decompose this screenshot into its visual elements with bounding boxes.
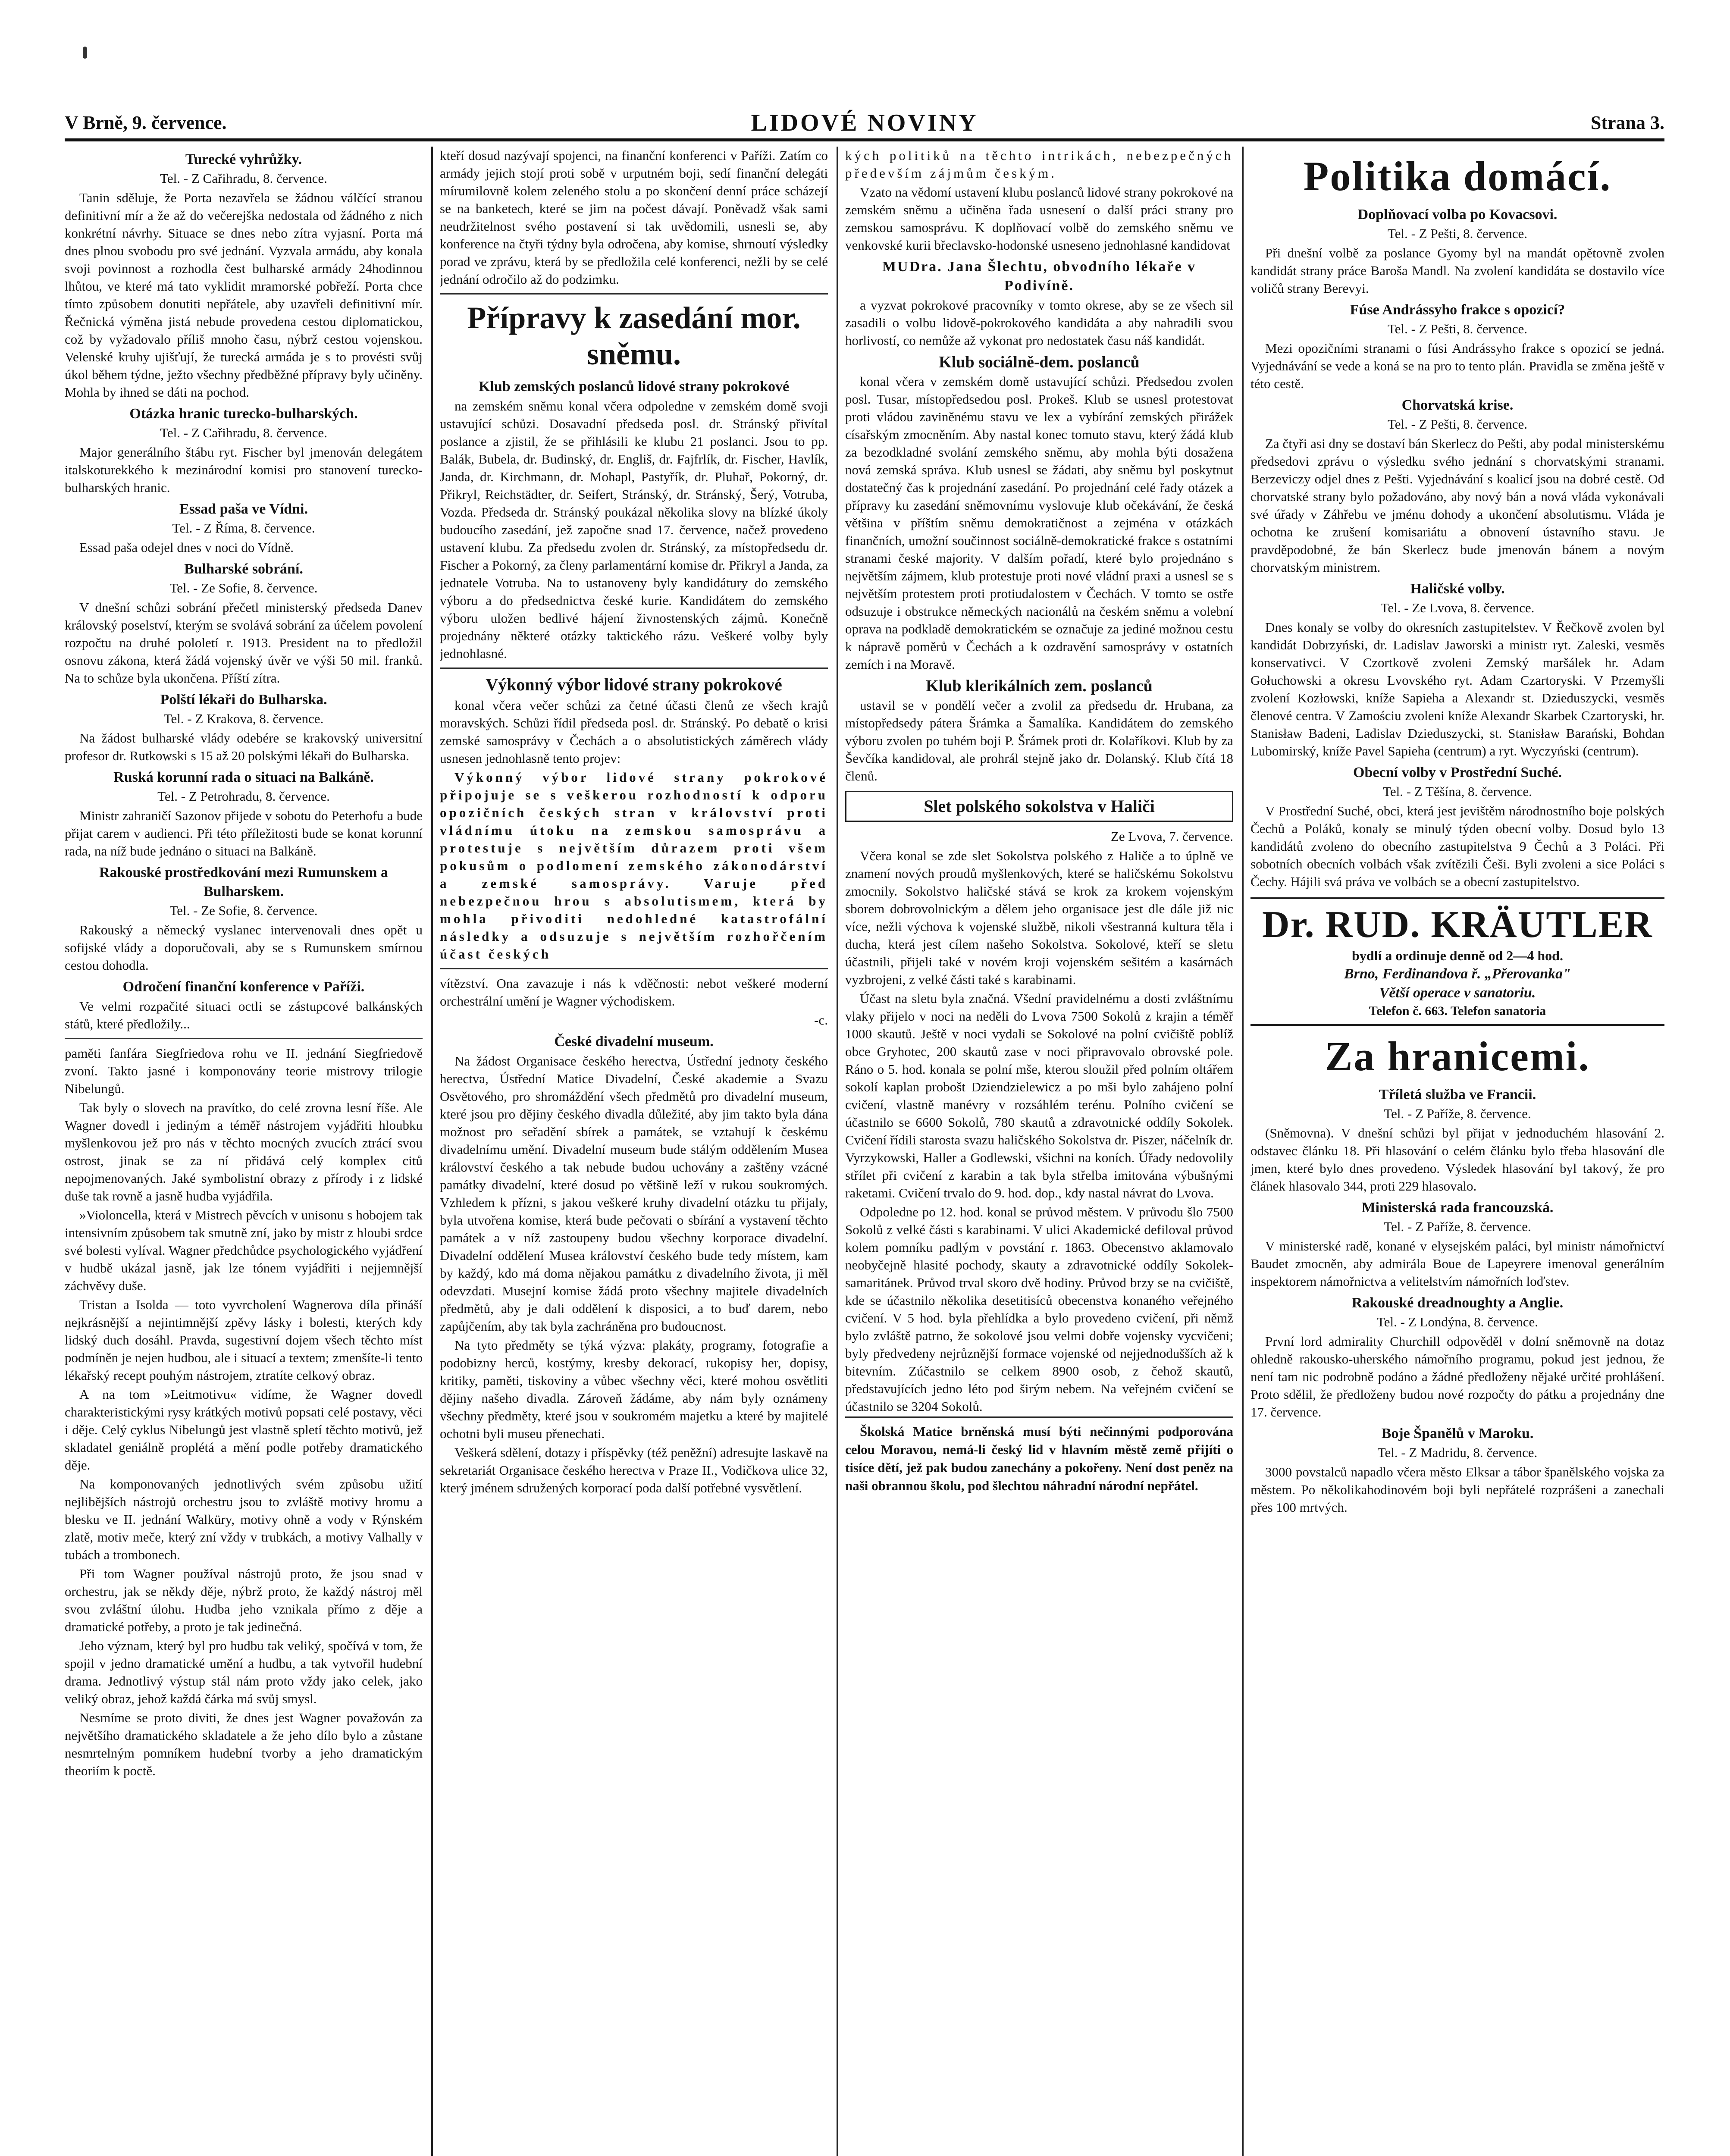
article-text: (Sněmovna). V dnešní schůzi byl přijat v jednoduchém hlasování 2. odstavec článku 18. Při hlasování o celém článku bylo třeba hlasování dle jmen, které bylo dnes provedeno. Výsledek hlasování byl takový, že pro článek hlasovalo 344, proti 229 hlasovalo. xyxy=(1250,1125,1664,1194)
page-number: Strana 3. xyxy=(1590,112,1664,133)
ad-address: Brno, Ferdinandova ř. „Přerovanka" xyxy=(1344,966,1571,982)
signature: -c. xyxy=(814,1012,828,1028)
headline: Polští lékaři do Bulharska. xyxy=(160,692,327,708)
article-text: V dnešní schůzi sobrání přečetl ministerský předseda Danev královský poselství, kterým se svolává sobrání za účelem povolení rozpočtu na druhé pololetí r. 1913. President na to předložil osnovu zákona, která žádá vojenský úvěr ve výši 50 mil. franků. Na to schůze byla ukončena. Příští zítra. xyxy=(65,600,423,686)
article-text: konal včera v zemském domě ustavující schůzi. Předsedou zvolen posl. Tusar, místopředsedou posl. Prokeš. Klub se usnesl protestovat proti vládou zaviněnému stavu ve lex a vybírání zemských přirážek císařským zmocněním. Aby nastal konec tomuto stavu, který žádá klub za bezodkladné svolání zemského sněmu, aby mohla býti dosažena nová zemská správa. Klub usnesl se žádati, aby sněmu byl poskytnut dostatečný čas k projednání zasedání. Po projednání celé řady otázek a přípravy ku zasedání sněmovnímu vyslovuje klub očekávání, že česká většina v příštím sněmu demokratičnost a zejména v otázkách finančních, umožní součinnost sociálně-demokratické frakce s ostatními stranami české majority. V dalším pořadí, které bylo projednáno s největším zájmem, klub protestuje proti nové vládní praxi a usnesl se s největším protestem proti protiudalostem v Čechách. V tomto se ostře odsuzuje i obstrukce německých nacionálů na českém sněmu a volební oprava na podkladě demokratickém se označuje za jediné možnou cestu k nápravě poměrů v Čechách a k ozdravění samosprávy v ostatních zemích i na Moravě. xyxy=(845,374,1233,672)
headline: České divadelní museum. xyxy=(554,1034,714,1050)
headline: Ruská korunní rada o situaci na Balkáně. xyxy=(113,769,374,785)
dateline: Tel. - Z Madridu, 8. července. xyxy=(1377,1445,1538,1460)
article-text: ustavil se v pondělí večer a zvolil za předsedu dr. Hrubana, za místopředsedy pátera Šrámka a Šamalíka. Kandidátem do zemského výboru zvolen po tuhém boji P. Šrámek proti dr. Kolaříkovi. Klub by za Ševčíka kandidoval, ale prohrál stejně jako dr. Dolanský. Klub čítá 18 členů. xyxy=(845,698,1233,783)
resolution-text: Výkonný výbor lidové strany pokrokové připojuje se s veškerou rozhodností k odporu opozičních českých stran v království proti vládnímu útoku na zemskou samosprávu a protestuje s největším důrazem proti všem pokusům o podlomení zemského zákonodárství a zemské samosprávy. Varuje před nebezpečnou hrou s absolutismem, která by mohla přivoditi nedohledné katastrofální následky a odsuzuje s největším rozhořčením účast českých xyxy=(440,770,828,962)
dateline: Tel. - Z Říma, 8. července. xyxy=(172,520,315,536)
dateline: Tel. - Z Petrohradu, 8. července. xyxy=(157,789,330,804)
column-divider xyxy=(837,147,838,2156)
article-text: Mezi opozičními stranami o fúsi Andrássyho frakce s opozicí se jedná. Vyjednávání se vede a koná se na pro to tento plán. Pravidla se změna ještě v této cestě. xyxy=(1250,341,1664,391)
article-text: kých politiků na těchto intrikách, nebezpečných především zájmům českým. xyxy=(845,148,1233,181)
article-text: konal včera večer schůzi za četné účasti členů ze všech krajů moravských. Schůzi řídil předseda posl. dr. Stránský. Po debatě o krisi zemské samosprávy v Čechách a o absolutistických záměrech vlády usnesen jednohlasně tento projev: xyxy=(440,698,828,766)
newspaper-title: LIDOVÉ NOVINY xyxy=(751,110,978,136)
headline: Boje Španělů v Maroku. xyxy=(1381,1426,1534,1442)
article-text: První lord admirality Churchill odpověděl v dolní sněmovně na dotaz ohledně rakousko-uherského námořního programu, pokud jest jednou, že není tam nic podrobně podáno a žádné předloženy nějaké určité prohlášení. Proto sdělil, že předloženy budou nové rozpočty do pátku a projednány dne 17. července. xyxy=(1250,1334,1664,1420)
article-text: kteří dosud nazývají spojenci, na finanční konferenci v Paříži. Zatím co armády jejich stojí proti sobě v urputném boji, sedí finanční delegáti mírumilovně kolem zeleného stolu a po skončení denní práce scházejí se na banketech, které se jim na počest dávají. Poněvadž však sami neudržitelnost svého postavení si tak uvědomili, usnesli se, aby konference na čtyři týdny byla odročena, aby komise, shrnoutí výsledky porad ve zprávu, která by se předložila celé konferenci, nežli by se celé jednání odročilo až do podzimku. xyxy=(440,148,828,287)
dateline: Tel. - Z Paříže, 8. července. xyxy=(1384,1219,1531,1234)
headline: Klub sociálně-dem. poslanců xyxy=(939,353,1140,371)
article-text: Za čtyři asi dny se dostaví bán Skerlecz do Pešti, aby podal ministerskému předsedovi zprávu o výsledku svého jednání s chorvatskými stranami. Berzeviczy odjel dnes z Pešti. Vyjednávání s koalicí jsou na dobré cestě. Od chorvatské strany bylo požadováno, aby nový bán a nová vláda vykonávali své úřady v Záhřebu ve jménu dohody a ukončení absolutismu. Vláda je ochotna ke zrušení komisariátu a obnovení ústavního stavu. Je pravděpodobné, že bán Skerlecz bude jmenován bánem a novým chorvatským ministrem. xyxy=(1250,436,1664,575)
headline: Rakouské dreadnoughty a Anglie. xyxy=(1351,1295,1564,1311)
dateline: Ze Lvova, 7. července. xyxy=(1110,829,1233,844)
feuilleton-text: Při tom Wagner používal nástrojů proto, že jsou snad v orchestru, jak se někdy děje, nýbrž proto, že každý nástroj měl svou zvláštní úlohu. Hudba jeho vznikala přímo z děje a dramatické potřeby, a proto je tak jedinečná. xyxy=(65,1566,423,1634)
article-text: Ministr zahraničí Sazonov přijede v sobotu do Peterhofu a bude přijat carem v audienci. Při této příležitosti bude se konat korunní rada, na níž bude jednáno o situaci na Balkáně. xyxy=(65,808,423,859)
issue-date: V Brně, 9. července. xyxy=(65,112,227,133)
school-notice: Školská Matice brněnská musí býti nečinnými podporována celou Moravou, nemá-li český lid v hlavním městě země přijíti o tisíce dětí, jež pak budou zanechány a pokořeny. Není dost peněz na naši obrannou školu, pod šlechtou náhradní národní nepřátel. xyxy=(845,1416,1233,1495)
article-text: Dnes konaly se volby do okresních zastupitelstev. V Řečkově zvolen byl kandidát Dobrzyński, dr. Ladislav Jaworski a ministr ryt. Zaleski, vesměs konservativci. V Czortkově zvoleni Zemský maršálek hr. Adam Gołuchowski a okresu Lvovského ryt. Adam Czartoryski. V Przemyšli zvolení Kozłowski, kníže Sapieha a Alexandr st. Dzieduszycki, vesměs členové centra. V Zamościu zvoleni kníže Alexandr Skarbek Czartoryski, hr. Stanisław Badeni, Ladislav Dzieduszycki, st. Stanisław Barański, Bohdan Lubomirský, kníže Pavel Sapieha (centrum) a ryt. Wyczyński (centrum). xyxy=(1250,620,1664,758)
column-1 xyxy=(65,147,423,2156)
headline: Doplňovací volba po Kovacsovi. xyxy=(1357,207,1558,222)
headline: Turecké vyhrůžky. xyxy=(185,151,302,167)
article-text: Ve velmi rozpačité situaci octli se zástupcové balkánských států, které předložily... xyxy=(65,999,423,1031)
headline: Fúse Andrássyho frakce s opozicí? xyxy=(1350,302,1565,318)
article-text: Veškerá sdělení, dotazy i příspěvky (též peněžní) adresujte laskavě na sekretariát Organisace českého herectva v Praze II., Vodičkova ulice 32, který jménem sdružených korporací poda další potřebné vysvětlení. xyxy=(440,1445,828,1495)
article-text: Tanin sděluje, že Porta nezavřela se žádnou válčící stranou definitivní mír a že až do večerejška nedostala od žádného z nich konkrétní návrhy. Situace se dnes nebo zítra vyjasní. Porta má dnes plnou svobodu pro své jednání. Vyzvala armádu, aby konala svoji povinnost a rozhodla čest bulharské armády 24hodinnou lhůtou, ve které má tato vyklidit mramorské pobřeží. Porta chce tímto způsobem donutiti nepřátele, aby uzavřeli definitivní mír. Řečnická výměna jistá nebude provedena cestou diplomatickou, což by vyžadovalo příliš mnoho času, nýbrž cestou vojenskou. Velenské kruhy ujišťují, že turecká armáda je s to provésti svůj úkol během týdne, ježto všechny předběžné přípravy byly učiněny. Mohla by ihned se dáti na pochod. xyxy=(65,190,423,400)
headline: Klub klerikálních zem. poslanců xyxy=(926,677,1153,695)
feuilleton-text: vítězství. Ona zavazuje i nás k vděčnosti: nebot veškeré moderní orchestrální umění je Wagner východiskem. xyxy=(440,976,828,1009)
boxed-headline: Slet polského sokolstva v Haliči xyxy=(845,791,1233,822)
feuilleton-text: Tak byly o slovech na pravítko, do celé zrovna lesní říše. Ale Wagner dovedl i jediným a téměř nástrojem vyjádřiti hloubku myšlenkovou jež pro nás v těchto mocných zvucích ztrácí svou ostrost, jinak se za ní přidává celý komplex citů nepojmenovaných. Jaké symbolistní obrazy z přírody i z lidské duše tak rovně a jasně hudba vyjádřila. xyxy=(65,1100,423,1203)
ad-telephone: Telefon č. 663. Telefon sanatoria xyxy=(1369,1004,1546,1018)
headline: Haličské volby. xyxy=(1410,581,1505,597)
headline: Odročení finanční konference v Paříži. xyxy=(122,979,365,995)
article-text: Major generálního štábu ryt. Fischer byl jmenován delegátem italskoturekkého k mezinárodní komisi pro stanovení turecko-bulharských hranic. xyxy=(65,445,423,495)
feuilleton-text: paměti fanfára Siegfriedova rohu ve II. jednání Siegfriedově zvoní. Takto jasné i komponovány teorie mistrovy trilogie Nibelungů. xyxy=(65,1046,423,1096)
feuilleton-text: »Violoncella, která v Mistrech pěvcích v unisonu s hobojem tak intensivním způsobem tak smutně zní, jako by mistr z hloubi srdce své bolesti vylíval. Wagner předchůdce psychologického vyjádření v hudbě ukázal jasně, jak lze tónem vyjádřiti i nejjemnější záchvěvy duše. xyxy=(65,1207,423,1293)
dateline: Tel. - Ze Sofie, 8. července. xyxy=(169,580,318,595)
feuilleton-rule xyxy=(440,968,828,969)
column-2 xyxy=(440,147,828,2156)
advertisement xyxy=(1250,897,1664,1026)
article-text: Včera konal se zde slet Sokolstva polského z Haliče a to úplně ve znamení nových proudů myšlenkových, které se haličskému Sokolstvu zmocnily. Sokolstvo haličské stává se krok za krokem vojenským sborem dobrovolnickým a dělem jeho organisace jest dle dále již nic více, nežli výchova k vojenské službě, nikoli všestranná kultura těla i ducha, která jest cílem našeho Sokolstva. Sokolové, kteří se sletu účastnili, přijeli také v novém kroji vojenském sešitém a kasárnách vyzbrojeni, z velké části také s karabinami. xyxy=(845,848,1233,987)
headline: Obecní volby v Prostřední Suché. xyxy=(1353,765,1562,780)
dateline: Tel. - Z Těšína, 8. července. xyxy=(1383,784,1532,799)
headline: Otázka hranic turecko-bulharských. xyxy=(129,406,358,422)
column-4 xyxy=(1250,147,1664,2156)
column-3 xyxy=(845,147,1233,2156)
dateline: Tel. - Z Londýna, 8. července. xyxy=(1377,1314,1538,1329)
candidate-name: MUDra. Jana Šlechtu, obvodního lékaře v Podivíně. xyxy=(882,259,1197,294)
article-text: na zemském sněmu konal včera odpoledne v zemském domě svoji ustavující schůzi. Dosavadní předseda posl. dr. Stránský přivítal poslance a zjistil, že se přihlásili ke klubu 21 poslanci. Jsou to pp. Balák, Bubela, dr. Budinský, dr. Engliš, dr. Fajfrlík, dr. Fischer, Havlík, Janda, dr. Kirchmann, dr. Mohapl, Pastyřík, dr. Pluhař, Pokorný, dr. Přikryl, Reichstädter, dr. Seifert, Stránský, dr. Stránský, Šerý, Votruba, Vozda. Předseda dr. Stránský poukázal několika slovy na blízké úkoly budoucího zasedání, jež započne snad 17. července, načež provedeno ustavení klubu. Za předsedu zvolen dr. Stránský, za místopředsedu dr. Fischer a Pokorný, za členy parlamentární komise dr. Přikryl a Janda, za jednatele Votruba. Na to ustanoveny byly kandidátury do zemského výboru a do předsednictva české kurie. Kandidátem do zemského výboru uložen bedlivé hájení živnostenských zájmů. Konečně projednány některé otázky taktického rázu. Veškeré volby byly jednohlasné. xyxy=(440,398,828,661)
headline: Výkonný výbor lidové strany pokrokové xyxy=(486,675,782,694)
article-text: Na žádost Organisace českého herectva, Ústřední jednoty českého herectva, Ústřední Matice Divadelní, České akademie a Svazu Osvětového, pro shromáždění všech předmětů pro divadelní museum, které jsou pro dějiny českého divadla důležité, aby jim takto byla dána možnost pro seřadění sbírek a památek, se vztahují k českému divadelnímu umění. Divadelní museum bude stálým oddělením Musea království českého a tak nebude budou uchovány a zaštěny vzácné památky divadelní, které dosud po většině leží v rukou soukromých. Vzhledem k přízni, s jakou veškeré kruhy divadelní otázku tu přijaly, byla utvořena komise, která bude pečovati o sbírání a vystavení těchto památek a v níž zastoupeny budou všechny korporace divadelní. Divadelní oddělení Musea království českého bude tedy místem, kam by každý, kdo má doma nějakou památku z divadelního života, ji měl odevzdati. Musejní komise žádá proto všechny majitele divadelních předmětů, aby je dali oddělení k disposici, a to buď darem, nebo zapůjčením, aby tak byla zachráněna pro budoucnost. xyxy=(440,1053,828,1334)
headline: Essad paša ve Vídni. xyxy=(179,501,308,517)
headline: Bulharské sobrání. xyxy=(184,561,303,577)
feuilleton-text: Jeho význam, který byl pro hudbu tak veliký, spočívá v tom, že spojil v jedno dramatické umění a hudbu, a tak vytvořil hudební drama. Jednotlivý výstup stál nám proto vždy jako celek, jako veliký obraz, jehož každá čárka má svůj smysl. xyxy=(65,1638,423,1706)
article-text: V Prostřední Suché, obci, která jest jevištěm národnostního boje polských Čechů a Poláků, konaly se minulý týden obecní volby. Dosud bylo 13 kandidátů zvoleno do obecního zastupitelstva 9 Čechů a 3 Poláci. Při sobotních obecních volbách však zvítězili Češi. Byli zvoleni a sice Poláci s Čechy. Hájili svá práva ve volbách se a obecní zastupitelstvo. xyxy=(1250,803,1664,889)
dateline: Tel. - Z Pešti, 8. července. xyxy=(1387,321,1528,336)
feuilleton-text: Tristan a Isolda — toto vyvrcholení Wagnerova díla přináší nejkrásnější a nejintimnější zpěvy lásky i bolesti, kterých kdy lidský duch dosáhl. Pravda, sugestivní dojem všech těchto míst podmíněn je nejen hudbou, ale i situací a textem; zmenšíte-li tento lékařský recept pouhým nástrojem, ztratíte celkový obraz. xyxy=(65,1297,423,1383)
section-rule xyxy=(440,293,828,295)
dateline: Tel. - Z Krakova, 8. července. xyxy=(163,711,324,726)
feuilleton-text: Nesmíme se proto diviti, že dnes jest Wagner považován za největšího dramatického skladatele a že jeho dílo bylo a zůstane nesmrtelným pomníkem hudební tvorby a jeho dramatickým theoriím k poctě. xyxy=(65,1710,423,1778)
ad-doctor-name: Dr. RUD. KRÄUTLER xyxy=(1262,904,1653,946)
scan-mark xyxy=(83,47,87,59)
feuilleton-rule xyxy=(65,1038,423,1039)
article-text: Vzato na vědomí ustavení klubu poslanců lidové strany pokrokové na zemském sněmu a učiněna řada usnesení o další práci strany pro zemskou samosprávu. K doplňovací volbě do zemského sněmu ve venkovské kurii břeclavsko-hodonské usneseno jednohlasné kandidovat xyxy=(845,185,1233,253)
dateline: Tel. - Ze Lvova, 8. července. xyxy=(1380,600,1535,615)
dateline: Tel. - Z Cařihradu, 8. července. xyxy=(160,425,327,440)
masthead-rule xyxy=(65,138,1664,141)
dateline: Tel. - Z Cařihradu, 8. července. xyxy=(160,171,327,186)
headline: Klub zemských poslanců lidové strany pokrokové xyxy=(478,379,790,395)
article-text: Rakouský a německý vyslanec intervenovali dnes opět u sofijské vlády a doporučovali, aby se s Rumunskem smírnou cestou dohodla. xyxy=(65,922,423,973)
dateline: Tel. - Z Pešti, 8. července. xyxy=(1387,226,1528,241)
dateline: Tel. - Z Paříže, 8. července. xyxy=(1384,1106,1531,1121)
article-text: 3000 povstalců napadlo včera město Elksar a tábor španělského vojska za městem. Po několikahodinovém boji byli nepřátelé rozprášeni a zanechali přes 100 mrtvých. xyxy=(1250,1464,1664,1515)
article-text: Odpoledne po 12. hod. konal se průvod městem. V průvodu šlo 7500 Sokolů z velké části s karabinami. V ulici Akademické defiloval průvod kolem pomníku padlým v povstání r. 1863. Obecenstvo aklamovalo neobyčejně hlasité pochody, skauty a zdravotnické oddíly Sokolek-samaritánek. Průvod trval skoro dvě hodiny. Průvod brzy se na cvičiště, kde se účastnilo několika desetitisíců obecenstva konaného veřejného cvičení. V 5 hod. byla přehlídka a bylo provedeno cvičení, při němž bylo zvláště patrno, že sokolové jsou velmi dobře vojensky vycvičeni; byly předvedeny nejrůznější formace vojenské od nejjednodušších až k bitevním. Zúčastnilo se celkem 8900 osob, z čehož skautů, představujících jedno léto pod širým nebem. Na veřejném cvičení se účastnilo se 3204 Sokolů. xyxy=(845,1204,1233,1414)
section-headline: Politika domácí. xyxy=(1303,153,1612,199)
article-text: a vyzvat pokrokové pracovníky v tomto okrese, aby se ze všech sil zasadili o volbu lidově-pokrokového kandidáta a aby nahradili svou horlivostí, co nemůže až vykonat pro nedostatek času náš kandidát. xyxy=(845,298,1233,348)
headline: Chorvatská krise. xyxy=(1401,397,1514,413)
article-text: Při dnešní volbě za poslance Gyomy byl na mandát opětovně zvolen kandidát strany práce Baroša Mandl. Na zvolení kandidáta se dostavilo více voličů strany Berevyi. xyxy=(1250,245,1664,296)
section-headline: Za hranicemi. xyxy=(1325,1033,1590,1079)
headline: Ministerská rada francouzská. xyxy=(1361,1200,1554,1216)
article-text: Essad paša odejel dnes v noci do Vídně. xyxy=(79,540,294,555)
ad-operations: Větší operace v sanatoriu. xyxy=(1379,985,1536,1001)
dateline: Tel. - Ze Sofie, 8. července. xyxy=(169,903,318,918)
feuilleton-text: A na tom »Leitmotivu« vidíme, že Wagner dovedl charakteristickými rysy krátkých motivů popsati celé postavy, věci i děje. Celý cyklus Nibelungů jest vlastně spletí těchto motivů, jež skladatel geniálně proplétá a mění podle potřeby dramatického děje. xyxy=(65,1387,423,1473)
section-headline: Přípravy k zasedání mor. sněmu. xyxy=(467,301,801,371)
article-text: Na žádost bulharské vlády odebére se krakovský universitní profesor dr. Rutkowski s 15 až 20 polskými lékaři do Bulharska. xyxy=(65,730,423,763)
feuilleton-text: Na komponovaných jednotlivých svém způsobu užití nejlibějších nástrojů orchestru jsou to zvláště motivy hromu a blesku ve II. jednání Walküry, motivy ohně a vody v Rýnském zlatě, motiv meče, který zní vždy v trubkách, a motivy Valhally v tubách a trombonech. xyxy=(65,1476,423,1562)
headline: Rakouské prostředkování mezi Rumunskem a Bulharskem. xyxy=(99,865,388,899)
masthead xyxy=(65,110,1664,140)
section-rule xyxy=(440,667,828,669)
column-divider xyxy=(1242,147,1244,2156)
dateline: Tel. - Z Pešti, 8. července. xyxy=(1387,417,1528,432)
article-text: V ministerské radě, konané v elysejském paláci, byl ministr námořnictví Baudet zmocněn, aby admirála Boue de Lapeyrere imenoval generálním inspektorem námořnictva a velitelstvím námořních loďstev. xyxy=(1250,1238,1664,1289)
article-text: Na tyto předměty se týká výzva: plakáty, programy, fotografie a podobizny herců, kostýmy, kresby dekorací, rukopisy her, dopisy, kritiky, paměti, tiskoviny a vůbec všechny věci, které mohou osvětliti dějiny našeho divadla. Zároveň žádáme, aby nám byly oznámeny všechny předměty, které jsou v soukromém majetku a které by majitelé ochotni byli museu přenechati. xyxy=(440,1338,828,1441)
column-divider xyxy=(431,147,433,2156)
ad-hours: bydlí a ordinuje denně od 2—4 hod. xyxy=(1352,948,1563,963)
headline: Tříletá služba ve Francii. xyxy=(1379,1087,1536,1103)
article-text: Účast na sletu byla značná. Všední pravidelnému a dosti zvláštnímu vlaky přijelo v noci na neděli do Lvova 7500 Sokolů z krajin a téměř 1000 skautů. Ještě v noci vydali se Sokolové na polní cvičiště poblíž obce Gryhotec, 200 skautů zase v noci připravovalo obrovské pole. Ráno o 5. hod. konala se polní mše, kterou sloužil před polním oltářem sokolí kaplan probošt Dziendzielewicz a po mši bylo zahájeno polní cvičení, vlastně manévry v rozsáhlém terénu. Polního cvičení se účastnilo se 6600 Sokolů, 780 skautů a zdravotnické oddíly Sokolek. Cvičení řídili starosta svazu haličského Sokolstva dr. Piszer, náčelník dr. Vyrzykowski, Haller a Godlewski, všichni na koních. Úřady nedovolily střílet při cvičení z karabin a tak byla střelba imitována výbušnými raketami. Cvičení trvalo do 9. hod. dop., kdy nastal návrat do Lvova. xyxy=(845,991,1233,1200)
